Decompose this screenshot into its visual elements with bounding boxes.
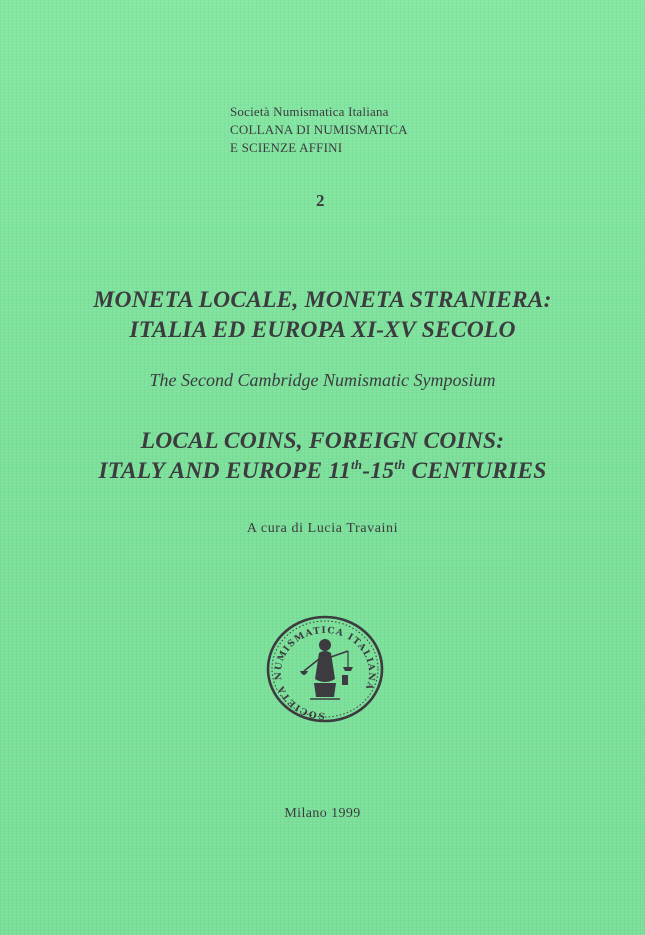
volume-number: 2 (316, 191, 325, 210)
english-title-text-b: -15 (362, 458, 395, 484)
publisher-name: Società Numismatica Italiana (230, 104, 389, 119)
english-title-line2 (0, 456, 645, 486)
italian-title-line2: ITALIA ED EUROPA XI-XV SECOLO (129, 317, 516, 343)
ordinal-suffix-2: th (394, 457, 406, 473)
coin-seal-icon (264, 613, 386, 725)
imprint: Milano 1999 (284, 806, 361, 821)
ordinal-suffix-1: th (351, 457, 363, 473)
collection-name-line1: COLLANA DI NUMISMATICA (230, 122, 408, 137)
editor-credit: A cura di Lucia Travaini (246, 521, 399, 536)
english-title-line1: LOCAL COINS, FOREIGN COINS: (140, 428, 505, 454)
series-block (230, 103, 408, 157)
english-title (0, 426, 645, 486)
italian-title (0, 285, 645, 345)
collection-name-line2: E SCIENZE AFFINI (230, 140, 343, 155)
symposium-subtitle: The Second Cambridge Numismatic Symposium (149, 370, 496, 390)
italian-title-line1: MONETA LOCALE, MONETA STRANIERA: (93, 287, 552, 313)
english-title-text-a: ITALY AND EUROPE 11 (98, 458, 351, 484)
seal-legend: SOCIETA NUMISMATICA ITALIANA (273, 625, 377, 721)
english-title-text-c: CENTURIES (405, 458, 547, 484)
